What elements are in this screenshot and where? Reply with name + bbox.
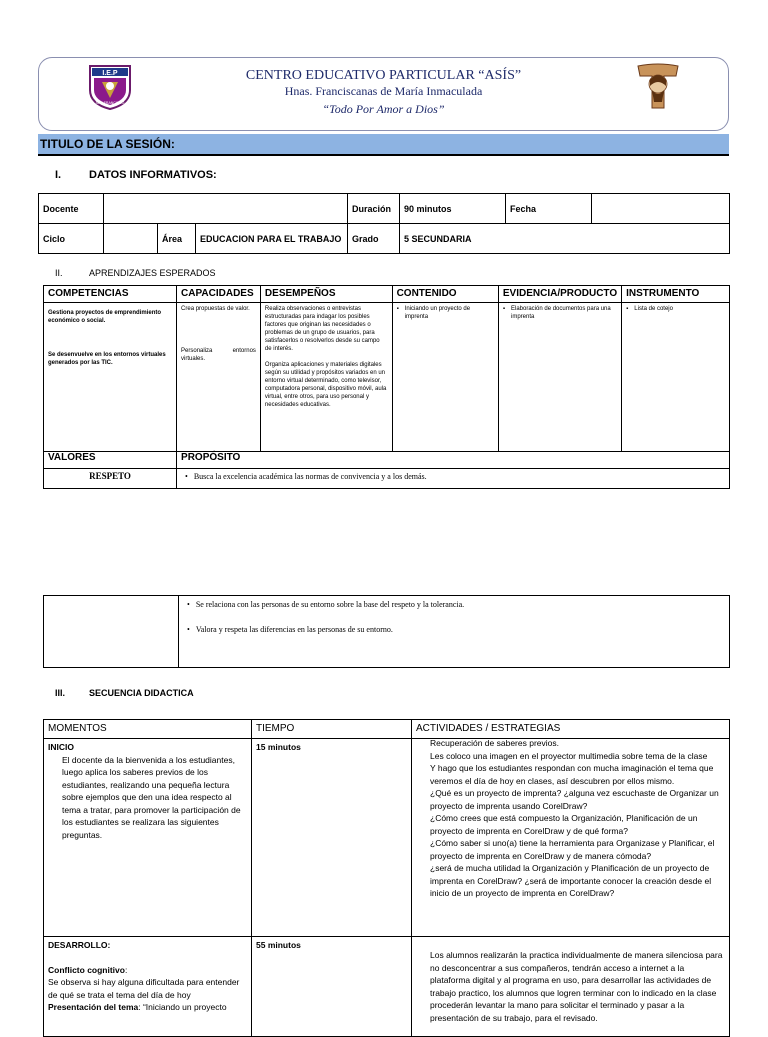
proposito-label: PROPÓSITO: [177, 452, 730, 469]
inicio-activity: Recuperación de saberes previos.: [430, 738, 559, 748]
instrumento-cell: ▪ Lista de cotejo: [622, 303, 730, 452]
header-momentos: MOMENTOS: [44, 720, 252, 739]
header-tiempo: TIEMPO: [252, 720, 412, 739]
inicio-activity: Y hago que los estudiantes respondan con mucha imaginación el tema que veremos el día de hoy en clases, así descubren por ellos mismo.: [430, 763, 714, 786]
desarrollo-activities: Los alumnos realizarán la practica individualmente de manera silenciosa para no desconcentrar a sus compañeros, tendrán acceso a internet a la plataforma digital y al programa en uso, para desarrollar las actividades de trabajo practico, los alumnos que logren terminar con lo indicado en la clase procederán levantar la mano para solicitar el terminado y pasar a la presentación de su trabajo, para el revisado.: [430, 950, 723, 1023]
ciclo-value: [104, 224, 158, 254]
inicio-activity: ¿Cómo saber si uno(a) tiene la herramienta para Organizase y Planificar, el proyecto de imprenta en CorelDraw y de manera cómoda?: [430, 838, 715, 861]
congregation-name: Hnas. Franciscanas de María Inmaculada: [284, 84, 483, 98]
header-evidencia: EVIDENCIA/PRODUCTO: [498, 286, 621, 303]
conflicto-text: Se observa si hay alguna dificultada para entender de qué se trata el tema del día de hoy: [48, 977, 240, 1000]
valores-extra-1: Se relaciona con las personas de su entorno sobre la base del respeto y la tolerancia.: [195, 600, 465, 609]
instrumento-item: Lista de cotejo: [634, 306, 673, 312]
header-desempenos: DESEMPEÑOS: [260, 286, 392, 303]
area-value: EDUCACION PARA EL TRABAJO: [196, 224, 348, 254]
evidencia-cell: ▪ Elaboración de documentos para una imprenta: [498, 303, 621, 452]
valores-extra-cell: • Se relaciona con las personas de su entorno sobre la base del respeto y la tolerancia. • Valora y respeta las diferencias en las personas de su entorno.: [179, 596, 730, 668]
ciclo-label: Ciclo: [39, 224, 104, 254]
section-1-number: I.: [55, 169, 62, 181]
section-3-number: III.: [55, 688, 66, 698]
desarrollo-title: DESARROLLO:: [48, 940, 111, 950]
header-contenido: CONTENIDO: [392, 286, 498, 303]
section-2-number: II.: [55, 268, 63, 278]
inicio-activity: Les coloco una imagen en el proyector multimedia sobre tema de la clase: [430, 750, 708, 761]
grado-value: 5 SECUNDARIA: [400, 224, 730, 254]
capacidades-cell: [177, 303, 261, 452]
header-instrumento: INSTRUMENTO: [622, 286, 730, 303]
grado-label: Grado: [348, 224, 400, 254]
logo-text: I.E.P: [102, 70, 118, 77]
evidencia-item: Elaboración de documentos para una imprenta: [511, 306, 611, 320]
contenido-item: Iniciando un proyecto de imprenta: [404, 306, 471, 320]
logo-subtext: SAN FRANCISCO: [95, 101, 125, 105]
docente-value: [104, 194, 348, 224]
school-crest-logo: [88, 64, 132, 110]
session-title-bar: TITULO DE LA SESIÓN:: [38, 134, 729, 156]
contenido-cell: ▪ Iniciando un proyecto de imprenta: [392, 303, 498, 452]
inicio-title: INICIO: [48, 742, 74, 752]
school-name: CENTRO EDUCATIVO PARTICULAR “ASÍS”: [245, 68, 522, 83]
section-3-title: SECUENCIA DIDACTICA: [89, 688, 194, 698]
area-label: Área: [158, 224, 196, 254]
conflicto-label: Conflicto cognitivo: [48, 964, 125, 975]
proposito-text: Busca la excelencia académica las normas de convivencia y a los demás.: [193, 472, 427, 481]
inicio-description: El docente da la bienvenida a los estudiantes, luego aplica los saberes previos de los estudiantes, realizando una pequeña lectura sobre ejemplos que den una idea respecto al tema a tratar, para promover la participación de los estudiantes se realizara las siguientes preguntas.: [62, 754, 241, 840]
franciscan-tau-logo: [636, 62, 680, 112]
presentacion-label: Presentación del tema: [48, 1002, 139, 1012]
proposito-cell: • Busca la excelencia académica las normas de convivencia y a los demás.: [177, 469, 730, 489]
desarrollo-cell: DESARROLLO: Conflicto cognitivo: Se observa si hay alguna dificultada para entender de qué se trata el tema del día de hoy Presentación del tema: “Iniciando un proyecto: [44, 937, 252, 1037]
inicio-activities-cell: [412, 739, 730, 937]
competencia-2: Se desenvuelve en los entornos virtuales generados por las TIC.: [48, 352, 166, 366]
desempeno-1: Realiza observaciones o entrevistas estructuradas para indagar los posibles factores que originan las necesidades o problemas de un grupo de usuarios, para satisfacerlos o resolverlos desde su campo de interés.: [264, 306, 380, 352]
school-header: [38, 57, 729, 131]
inicio-activity: ¿Qué es un proyecto de imprenta? ¿alguna vez escuchaste de Organizar un proyecto de imprenta usando CorelDraw?: [430, 788, 719, 811]
desarrollo-activities-cell: [412, 937, 730, 1037]
desarrollo-time: 55 minutos: [252, 937, 412, 1037]
inicio-activity: ¿Cómo crees que está compuesto la Organización, Planificación de un proyecto de imprenta en CorelDraw y de qué forma?: [430, 813, 698, 836]
header-actividades: ACTIVIDADES / ESTRATEGIAS: [412, 720, 730, 739]
valores-extra-2: Valora y respeta las diferencias en las personas de su entorno.: [195, 625, 393, 634]
capacidad-1: Crea propuestas de valor.: [181, 306, 250, 312]
valores-extra-table: [43, 595, 730, 668]
section-1-title: DATOS INFORMATIVOS:: [89, 169, 217, 181]
header-capacidades: CAPACIDADES: [177, 286, 261, 303]
duracion-value: 90 minutos: [400, 194, 506, 224]
desempenos-cell: [260, 303, 392, 452]
duracion-label: Duración: [348, 194, 400, 224]
docente-label: Docente: [39, 194, 104, 224]
inicio-activity: ¿será de mucha utilidad la Organización y Planificación de un proyecto de imprenta en CorelDraw? ¿será de importante conocer la creación desde el inicio de un proyecto de imprenta en CorelDraw?: [430, 863, 712, 898]
competencias-cell: [44, 303, 177, 452]
aprendizajes-table: [43, 285, 730, 489]
inicio-cell: [44, 739, 252, 937]
capacidad-2: Personaliza entornos virtuales.: [181, 348, 256, 362]
fecha-value: [592, 194, 730, 224]
header-competencias: COMPETENCIAS: [44, 286, 177, 303]
inicio-time: 15 minutos: [252, 739, 412, 937]
school-motto: “Todo Por Amor a Dios”: [322, 102, 445, 116]
secuencia-table: [43, 719, 730, 1037]
desempeno-2: Organiza aplicaciones y materiales digitales según su utilidad y propósitos variados en un entorno virtual determinado, como televisor, computadora personal, dispositivo móvil, aula virtual, entre otros, para uso personal y necesidades educativas.: [264, 362, 387, 408]
valor-respeto: RESPETO: [44, 469, 177, 489]
valores-extra-empty: [44, 596, 179, 668]
valores-label: VALORES: [44, 452, 177, 469]
competencia-1: Gestiona proyectos de emprendimiento económico o social.: [48, 310, 162, 324]
datos-informativos-table: [38, 193, 730, 254]
section-2-title: APRENDIZAJES ESPERADOS: [89, 268, 216, 278]
presentacion-text: : “Iniciando un proyecto: [138, 1002, 227, 1012]
fecha-label: Fecha: [506, 194, 592, 224]
